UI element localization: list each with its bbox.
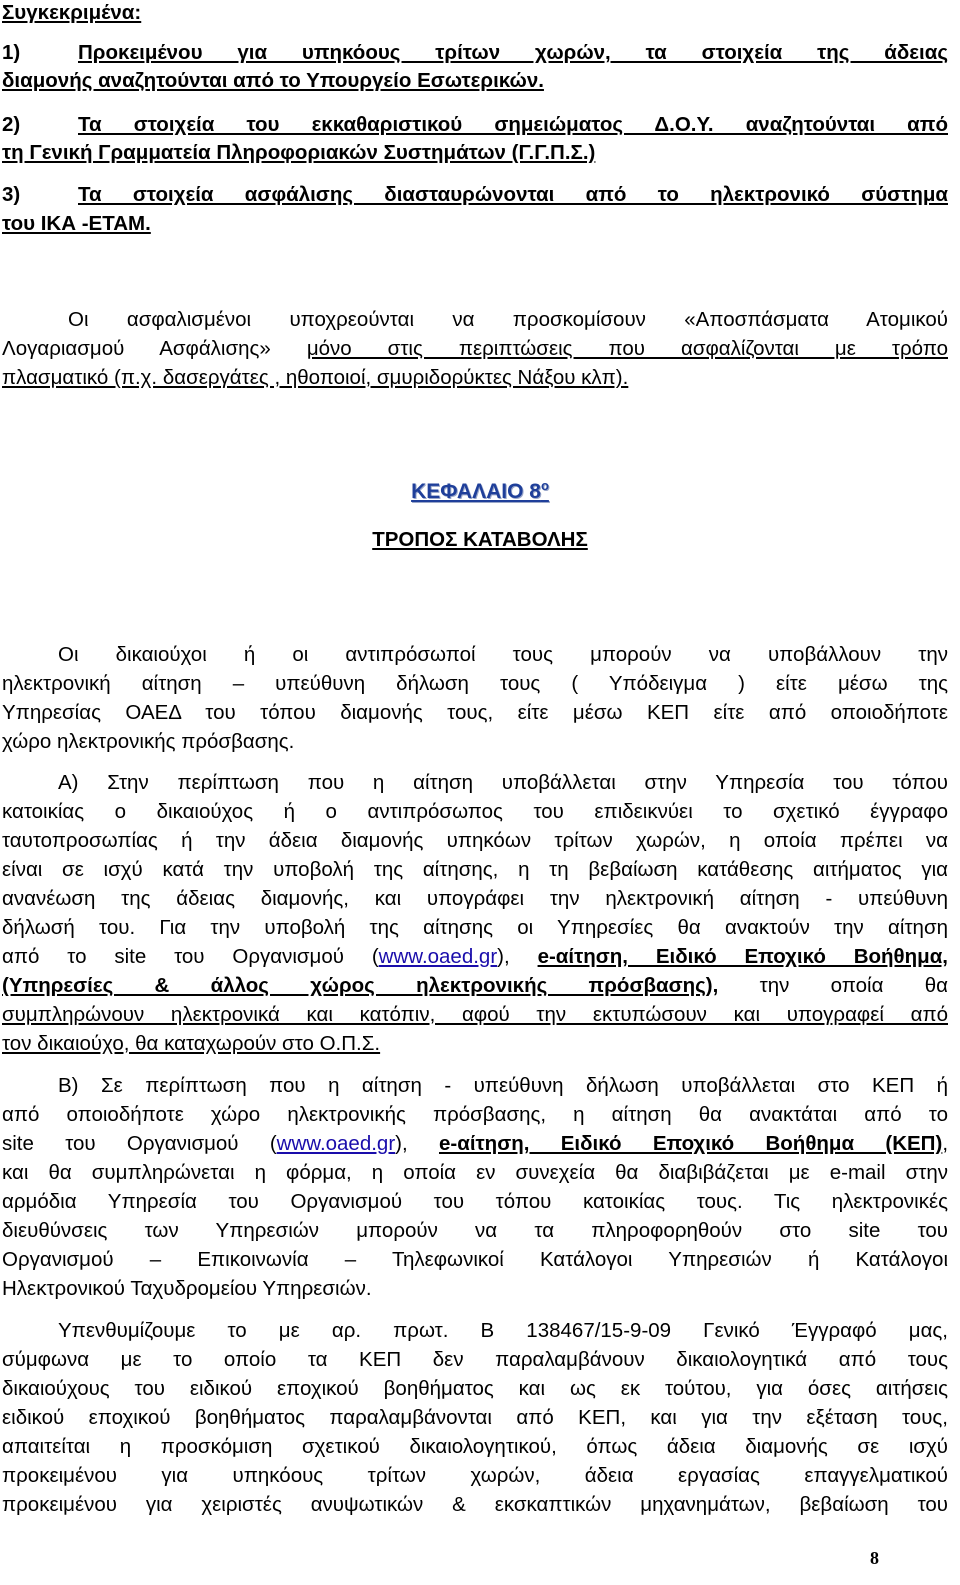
paraB-line-4: και θα συμπληρώνεται η φόρμα, η οποία εν συνεχεία θα διαβιβάζεται με e-mail στην (2, 1161, 948, 1184)
list-item-3-line-2: του ΙΚΑ -ΕΤΑΜ. (2, 212, 151, 235)
para1-line-2: ηλεκτρονική αίτηση – υπεύθυνη δήλωση τους ( Υπόδειγμα ) είτε μέσω της (2, 672, 948, 695)
paraC-line-4: ειδικού εποχικού βοηθήματος παραλαμβάνονται από ΚΕΠ, και για την εξέταση τους, (2, 1406, 948, 1429)
paraB-line-7: Οργανισμού – Επικοινωνία – Τηλεφωνικοί Κατάλογοι Υπηρεσιών ή Κατάλογοι (2, 1248, 948, 1271)
paraC-line-1: Υπενθυμίζουμε το με αρ. πρωτ. Β 138467/15-9-09 Γενικό Έγγραφό μας, (58, 1319, 948, 1342)
insured-para-line-2: Λογαριασμού Ασφάλισης» μόνο στις περιπτώσεις που ασφαλίζονται με τρόπο (2, 337, 948, 360)
paraB-line-5: αρμόδια Υπηρεσία του Οργανισμού του τόπου κατοικίας τους. Τις ηλεκτρονικές (2, 1190, 948, 1213)
para1-line-1: Οι δικαιούχοι ή οι αντιπρόσωποί τους μπορούν να υποβάλλουν την (58, 643, 948, 666)
list-item-1-line-1: 1) Προκειμένου για υπηκόους τρίτων χωρών, τα στοιχεία της άδειας (2, 41, 948, 64)
paraA-line-10: τον δικαιούχο, θα καταχωρούν στο Ο.Π.Σ. (2, 1032, 381, 1055)
paraB-line-2: από οποιοδήποτε χώρο ηλεκτρονικής πρόσβασης, η αίτηση θα ανακτάται από το (2, 1103, 948, 1126)
oaed-link-2[interactable]: www.oaed.gr (276, 1132, 396, 1155)
paraC-line-3: δικαιούχους του ειδικού εποχικού βοηθήματος και ως εκ τούτου, για όσες αιτήσεις (2, 1377, 948, 1400)
chapter-heading: ΚΕΦΑΛΑΙΟ $8^o$ (411, 478, 549, 503)
heading-specifically: Συγκεκριμένα: (2, 1, 142, 24)
para1-line-3: Υπηρεσίας ΟΑΕΔ του τόπου διαμονής τους, είτε μέσω ΚΕΠ είτε από οποιοδήποτε (2, 701, 948, 724)
paraC-line-6: προκειμένου για υπηκόους τρίτων χωρών, άδεια εργασίας επαγγελματικού (2, 1464, 948, 1487)
paraA-line-7: από το site του Οργανισμού (www.oaed.gr), e-αίτηση, Ειδικό Εποχικό Βοήθημα, (2, 945, 948, 968)
page-number: 8 (870, 1548, 879, 1568)
list-item-3-line-1: 3) Τα στοιχεία ασφάλισης διασταυρώνονται από το ηλεκτρονικό σύστημα (2, 183, 948, 206)
paraB-line-8: Ηλεκτρονικού Ταχυδρομείου Υπηρεσιών. (2, 1277, 372, 1300)
paraA-line-9: συμπληρώνουν ηλεκτρονικά και κατόπιν, αφού την εκτυπώσουν και υπογραφεί από (2, 1003, 948, 1026)
paraA-line-5: ανανέωση της άδειας διαμονής, και υπογράφει την ηλεκτρονική αίτηση - υπεύθυνη (2, 887, 948, 910)
insured-para-line-1: Οι ασφαλισμένοι υποχρεούνται να προσκομίσουν «Αποσπάσματα Ατομικού (68, 308, 948, 331)
paraC-line-7: προκειμένου για χειριστές ανυψωτικών & εκσκαπτικών μηχανημάτων, βεβαίωση του (2, 1493, 948, 1516)
paraB-line-1: Β) Σε περίπτωση που η αίτηση - υπεύθυνη δήλωση υποβάλλεται στο ΚΕΠ ή (58, 1074, 948, 1097)
section-title: ΤΡΟΠΟΣ ΚΑΤΑΒΟΛΗΣ (372, 528, 588, 551)
list-item-1-line-2: διαμονής αναζητούνται από το Υπουργείο Εσωτερικών. (2, 69, 544, 92)
paraA-line-2: κατοικίας ο δικαιούχος ή ο αντιπρόσωπος του επιδεικνύει το σχετικό έγγραφο (2, 800, 948, 823)
list-item-2-line-2: τη Γενική Γραμματεία Πληροφοριακών Συστημάτων (Γ.Γ.Π.Σ.) (2, 141, 596, 164)
paraA-line-4: είναι σε ισχύ κατά την υποβολή της αίτησης, η τη βεβαίωση κατάθεσης αιτήματος για (2, 858, 948, 881)
para1-line-4: χώρο ηλεκτρονικής πρόσβασης. (2, 730, 295, 753)
paraB-line-3: site του Οργανισμού (www.oaed.gr), e-αίτηση, Ειδικό Εποχικό Βοήθημα (ΚΕΠ), (2, 1132, 948, 1155)
paraA-line-1: Α) Στην περίπτωση που η αίτηση υποβάλλεται στην Υπηρεσία του τόπου (58, 771, 948, 794)
paraC-line-5: απαιτείται η προσκόμιση σχετικού δικαιολογητικού, όπως άδεια διαμονής σε ισχύ (2, 1435, 948, 1458)
paraC-line-2: σύμφωνα με το οποίο τα ΚΕΠ δεν παραλαμβάνουν δικαιολογητικά από τους (2, 1348, 948, 1371)
oaed-link[interactable]: www.oaed.gr (378, 945, 498, 968)
paraA-line-6: δήλωσή του. Για την υποβολή της αίτησης οι Υπηρεσίες θα ανακτούν την αίτηση (2, 916, 948, 939)
list-item-2-line-1: 2) Τα στοιχεία του εκκαθαριστικού σημειώματος Δ.Ο.Υ. αναζητούνται από (2, 113, 948, 136)
insured-para-line-3: πλασματικό (π.χ. δασεργάτες , ηθοποιοί, σμυριδορύκτες Νάξου κλπ). (2, 366, 629, 389)
paraA-line-3: ταυτοπροσωπίας ή την άδεια διαμονής υπηκόων τρίτων χωρών, η οποία πρέπει να (2, 829, 948, 852)
paraA-line-8: (Υπηρεσίες & άλλος χώρος ηλεκτρονικής πρόσβασης), την οποία θα (2, 974, 948, 997)
paraB-line-6: διευθύνσεις των Υπηρεσιών μπορούν να τα πληροφορηθούν στο site του (2, 1219, 948, 1242)
